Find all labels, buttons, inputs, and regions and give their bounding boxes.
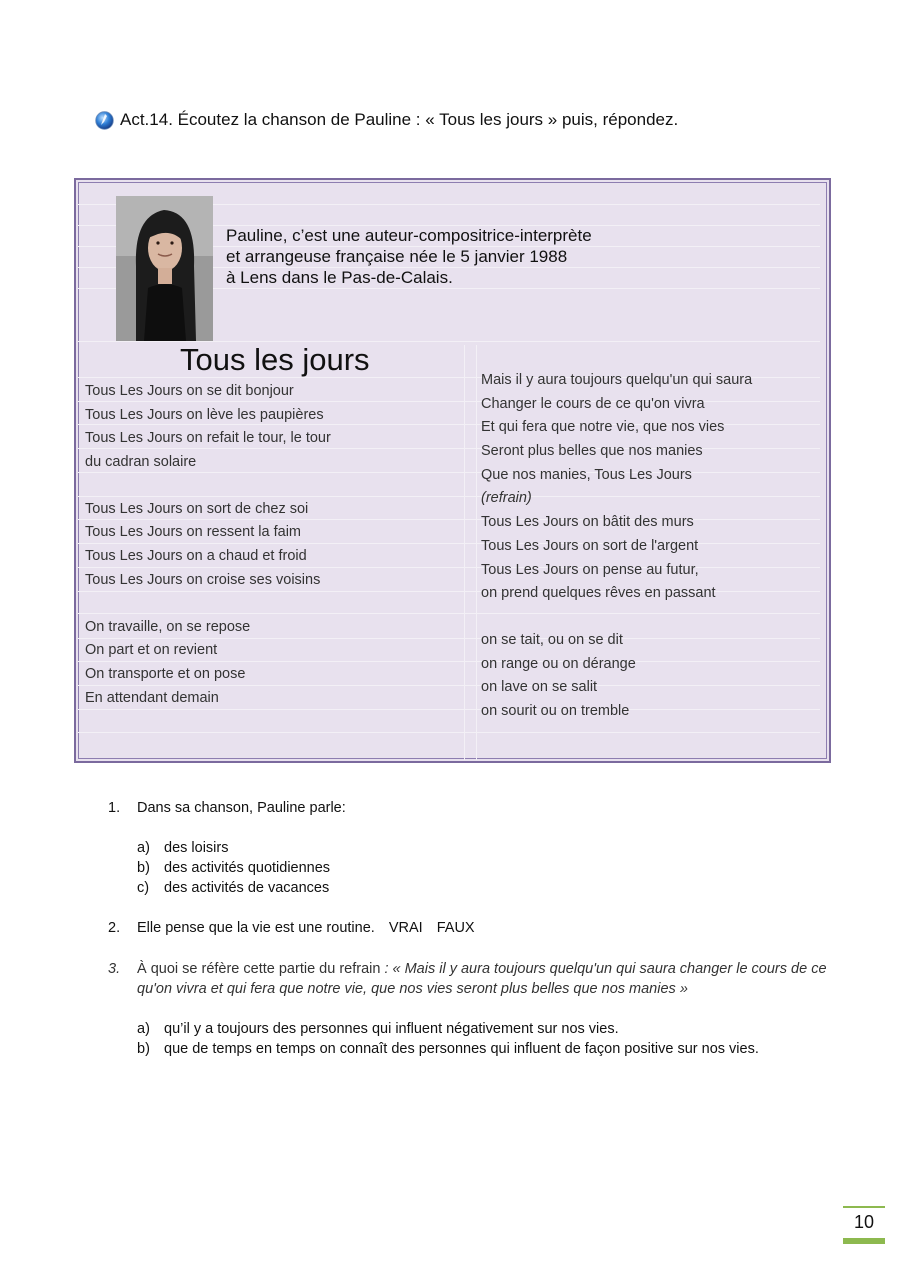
- true-option[interactable]: VRAI: [388, 920, 423, 936]
- stanza-gap: [85, 475, 331, 498]
- option-letter: a): [137, 1021, 150, 1037]
- option-letter: b): [137, 860, 150, 876]
- option-text: des activités quotidiennes: [164, 860, 331, 876]
- grid-column-line: [464, 345, 465, 760]
- false-option[interactable]: FAUX: [436, 920, 475, 936]
- stanza-gap: [85, 593, 331, 616]
- page-number-top-bar: [843, 1206, 885, 1208]
- refrain-marker: (refrain): [481, 490, 532, 507]
- option-text: que de temps en temps on connaît des personnes qui influent de façon positive sur nos vies.: [164, 1041, 759, 1057]
- question-number: 3.: [108, 961, 121, 977]
- question-1: [108, 798, 828, 818]
- question-2: [108, 918, 828, 938]
- activity-heading: [95, 110, 678, 130]
- question-text: Dans sa chanson, Pauline parle:: [137, 800, 346, 816]
- lyric-line: Tous Les Jours on sort de chez soi: [85, 500, 309, 517]
- lyric-line: on sourit ou on tremble: [481, 702, 630, 719]
- lyric-line: Tous Les Jours on ressent la faim: [85, 524, 301, 541]
- option-letter: b): [137, 1041, 150, 1057]
- answer-option[interactable]: [108, 838, 828, 858]
- lyric-line: Tous Les Jours on refait le tour, le tour: [85, 430, 331, 447]
- answer-option[interactable]: [108, 1019, 828, 1039]
- answer-option[interactable]: [108, 878, 828, 898]
- question-3: [108, 959, 828, 999]
- lyric-line: Changer le cours de ce qu'on vivra: [481, 395, 705, 412]
- activity-title: Act.14. Écoutez la chanson de Pauline : « Tous les jours » puis, répondez.: [120, 110, 679, 129]
- answer-option[interactable]: [108, 858, 828, 878]
- question-number: 2.: [108, 920, 121, 936]
- bio-line: à Lens dans le Pas-de-Calais.: [226, 268, 453, 287]
- song-title: Tous les jours: [180, 342, 370, 377]
- lyric-line: on se tait, ou on se dit: [481, 631, 623, 648]
- page-number: 10: [853, 1212, 875, 1232]
- questions-section: [108, 798, 828, 1059]
- lyric-line: on prend quelques rêves en passant: [481, 585, 716, 602]
- lyric-line: Que nos manies, Tous Les Jours: [481, 466, 692, 483]
- bio-line: Pauline, c’est une auteur-compositrice-interprète: [226, 226, 592, 245]
- question-quote: : « Mais il y aura toujours quelqu'un qui saura changer le cours de ce qu'on vivra et qui fera que notre vie, que nos vies seront plus belles que nos manies »: [137, 961, 827, 997]
- lyric-line: Tous Les Jours on pense au futur,: [481, 561, 699, 578]
- option-text: des activités de vacances: [164, 880, 330, 896]
- lyric-line: On transporte et on pose: [85, 665, 246, 682]
- question-text: Elle pense que la vie est une routine.: [137, 920, 375, 936]
- answer-option[interactable]: [108, 1039, 828, 1059]
- option-text: des loisirs: [164, 840, 229, 856]
- lyric-line: Et qui fera que notre vie, que nos vies: [481, 419, 725, 436]
- pauline-portrait: [116, 196, 213, 341]
- lyric-line: du cadran solaire: [85, 454, 197, 471]
- artist-bio: [226, 225, 592, 288]
- lyric-line: on lave on se salit: [481, 679, 598, 696]
- audio-globe-icon[interactable]: [95, 111, 114, 130]
- grid-column-line: [476, 345, 477, 760]
- page-number-bottom-bar: [843, 1238, 885, 1244]
- question-number: 1.: [108, 800, 121, 816]
- option-letter: c): [137, 880, 150, 896]
- lyric-line: Tous Les Jours on croise ses voisins: [85, 571, 321, 588]
- lyric-line: On part et on revient: [85, 642, 218, 659]
- lyric-line: En attendant demain: [85, 689, 219, 706]
- lyric-line: on range ou on dérange: [481, 655, 636, 672]
- lyrics-right-column: [481, 369, 752, 724]
- stanza-gap: [481, 606, 752, 629]
- lyric-line: On travaille, on se repose: [85, 618, 251, 635]
- lyric-line: Mais il y aura toujours quelqu'un qui saura: [481, 372, 753, 388]
- lyric-line: Tous Les Jours on lève les paupières: [85, 406, 324, 423]
- lyrics-left-column: [85, 380, 331, 710]
- lyric-line: Tous Les Jours on sort de l'argent: [481, 537, 699, 554]
- lyric-line: Tous Les Jours on se dit bonjour: [85, 383, 294, 399]
- lyric-line: Tous Les Jours on bâtit des murs: [481, 514, 694, 531]
- page-number-box: [843, 1206, 885, 1244]
- option-letter: a): [137, 840, 150, 856]
- option-text: qu’il y a toujours des personnes qui influent négativement sur nos vies.: [164, 1021, 619, 1037]
- question-text: À quoi se réfère cette partie du refrain: [137, 961, 381, 977]
- lyric-line: Seront plus belles que nos manies: [481, 443, 703, 460]
- lyric-line: Tous Les Jours on a chaud et froid: [85, 548, 307, 565]
- bio-line: et arrangeuse française née le 5 janvier 1988: [226, 247, 568, 266]
- grid-line: [78, 732, 820, 733]
